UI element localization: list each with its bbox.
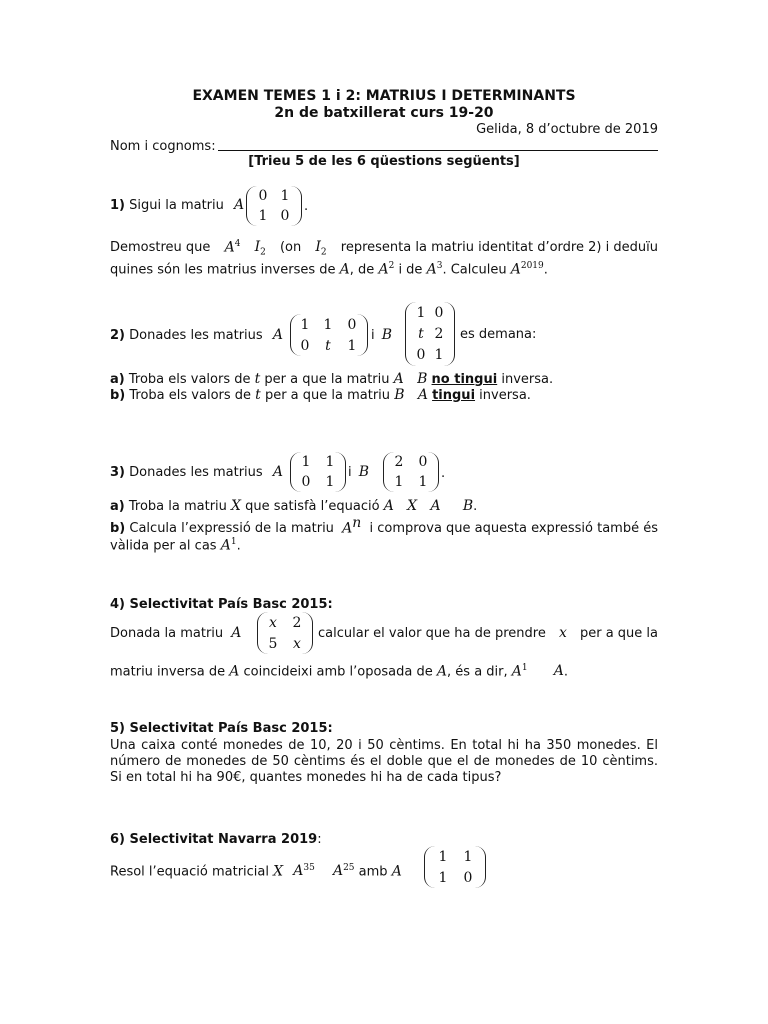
q1-exp4: 4	[234, 239, 241, 249]
q3-a11: 1	[301, 454, 311, 470]
q3-b-text2: i comprova que aquesta expressió també és	[369, 521, 658, 537]
q3-matrix-B	[383, 452, 439, 492]
q3-b-label: b)	[110, 521, 126, 537]
q2-A: A	[272, 327, 283, 343]
q3-Ainv: A	[220, 537, 231, 554]
q1-matrix-A	[246, 186, 302, 226]
q3-a-equation: A X A B	[383, 498, 474, 514]
q2-a-emphasis: no tingui	[431, 372, 498, 387]
q2-b-text1: Troba els valors de	[129, 388, 252, 403]
q2-number: 2)	[110, 328, 125, 343]
q1-exp2: 2	[388, 261, 395, 271]
q6-amb: amb	[358, 864, 388, 880]
q2-B: B	[381, 327, 393, 343]
q1-a11: 0	[258, 188, 268, 204]
q1-A-ref1: A	[339, 261, 350, 278]
q2-a13: 0	[347, 317, 357, 333]
q1-A: A	[234, 197, 245, 213]
q3-a21: 0	[301, 474, 311, 490]
q2-a21: 0	[300, 338, 310, 354]
q2-b12: 0	[434, 305, 444, 321]
q4-l2c: , és a dir,	[447, 664, 508, 680]
q6-title	[110, 832, 322, 848]
q1-line2	[110, 258, 548, 278]
q1-intro	[110, 197, 244, 214]
q4-title: 4) Selectivitat País Basc 2015:	[110, 597, 333, 612]
q1-l2e: .	[543, 262, 548, 278]
q2-tail: es demana:	[460, 327, 537, 342]
q1-l2b: , de	[349, 262, 375, 278]
q3-b21: 1	[394, 474, 404, 490]
q3-intro-text: Donades les matrius	[129, 465, 263, 480]
q4-l2e: .	[563, 664, 569, 680]
q4-A-ref3: A	[511, 663, 522, 680]
q6-a12: 1	[463, 849, 473, 865]
q6-l1a: Resol l’equació matricial	[110, 864, 269, 880]
q2-part-a	[110, 371, 553, 388]
q4-line1-start	[110, 625, 241, 642]
q6-X: X	[273, 863, 284, 880]
q2-matrix-A	[290, 314, 368, 356]
q6-A35: A	[293, 863, 304, 880]
q1-A-ref4: A	[510, 261, 521, 278]
q3-intro	[110, 464, 283, 481]
q1-A-ref3: A	[426, 261, 437, 278]
q1-l1b: (on	[279, 240, 302, 256]
q3-a22: 1	[325, 474, 335, 490]
q4-l2b: coincideixi amb l’oposada de	[243, 664, 433, 680]
q2-b11: 1	[416, 305, 426, 321]
q3-b11: 2	[394, 454, 404, 470]
q3-b-text: Calcula l’expressió de la matriu	[129, 521, 334, 537]
q2-a12: 1	[323, 317, 333, 333]
q6-matrix-A	[424, 846, 486, 888]
q4-l2a: matriu inversa de	[110, 664, 226, 680]
exam-title: EXAMEN TEMES 1 i 2: MATRIUS I DETERMINANTS	[192, 88, 576, 104]
q3-a-end: .	[473, 499, 478, 514]
q2-b-end: inversa.	[479, 388, 531, 403]
q4-exp1: 1	[521, 663, 528, 673]
q4-a11: x	[269, 615, 277, 631]
q4-line2	[110, 660, 568, 680]
q3-b-line2: vàlida per al cas	[110, 538, 217, 554]
q5-body: Una caixa conté monedes de 10, 20 i 50 cèntims. En total hi ha 350 monedes. El número de monedes de 50 cèntims és el doble que el de monedes de 10 cèntims. Si en total hi ha 90€, quantes monedes hi ha de cada tipus?	[110, 738, 658, 785]
q1-A4: A	[224, 239, 235, 256]
q2-b-emphasis: tingui	[432, 388, 476, 403]
q4-A: A	[231, 625, 242, 641]
q1-l1a: Demostreu que	[110, 240, 211, 256]
q2-b32: 1	[434, 347, 444, 363]
q4-a21: 5	[268, 636, 278, 652]
q1-a21: 1	[258, 208, 268, 224]
q6-a22: 0	[463, 870, 473, 886]
q3-i: i	[348, 465, 352, 480]
q3-mid	[348, 464, 369, 481]
q3-a12: 1	[325, 454, 335, 470]
q2-intro	[110, 327, 283, 344]
q4-A-ref2: A	[436, 663, 448, 680]
q1-l2c: i de	[398, 262, 423, 278]
q3-b12: 0	[418, 454, 428, 470]
q2-matrix-B	[405, 302, 455, 366]
q2-b22: 2	[434, 326, 444, 342]
q2-intro-text: Donades les matrius	[129, 328, 263, 343]
q3-a-text: Troba la matriu	[128, 499, 227, 514]
q2-b-label: b)	[110, 388, 126, 403]
q1-l1c: representa la matriu identitat d’ordre 2) i deduïu	[340, 240, 658, 256]
q1-exp2019: 2019	[520, 261, 544, 271]
exam-subtitle: 2n de batxillerat curs 19-20	[274, 105, 494, 121]
q2-part-b	[110, 387, 531, 404]
q3-A: A	[272, 464, 283, 480]
q6-line1	[110, 860, 402, 880]
q1-l2d: . Calculeu	[442, 262, 507, 278]
q4-A-ref1: A	[229, 663, 240, 680]
q1-I2b: I	[315, 239, 321, 256]
q3-b22: 1	[418, 474, 428, 490]
name-line	[218, 150, 658, 151]
q3-X: X	[231, 498, 241, 514]
q2-mid	[371, 327, 392, 344]
q1-exp3: 3	[436, 261, 443, 271]
q1-a12: 1	[280, 188, 290, 204]
q3-a-text2: que satisfà l’equació	[245, 499, 380, 514]
q6-a21: 1	[438, 870, 448, 886]
q3-part-a	[110, 498, 477, 515]
q3-part-b-line2	[110, 534, 241, 554]
q4-a22: x	[293, 636, 301, 652]
q2-a-text2: per a que la matriu	[264, 372, 390, 387]
q3-period: .	[441, 466, 446, 481]
q6-A25: A	[332, 863, 344, 880]
q1-sub2: 2	[260, 247, 266, 258]
q4-matrix-A	[257, 612, 313, 654]
place-date: Gelida, 8 d’octubre de 2019	[476, 122, 658, 137]
q5-title: 5) Selectivitat País Basc 2015:	[110, 721, 333, 736]
q2-b31: 0	[416, 347, 426, 363]
q2-b-BA: B A	[394, 387, 428, 403]
q1-a22: 0	[280, 208, 290, 224]
q2-a-end: inversa.	[501, 372, 554, 387]
q3-matrix-A	[290, 452, 346, 492]
q3-number: 3)	[110, 465, 125, 480]
q2-a11: 1	[300, 317, 310, 333]
q4-l1c: per a que la	[579, 626, 658, 641]
q2-a23: 1	[347, 338, 357, 354]
q2-a-AB: A B	[393, 371, 428, 387]
q1-period: .	[304, 199, 309, 214]
q3-exp1: 1	[230, 537, 237, 547]
q6-title-colon: :	[317, 832, 322, 847]
q2-a-text1: Troba els valors de	[128, 372, 251, 387]
q4-a12: 2	[292, 615, 302, 631]
q2-a-t: t	[254, 371, 261, 387]
q4-l2d: A	[553, 663, 564, 680]
q1-I2: I	[254, 239, 261, 256]
q1-number: 1)	[110, 198, 125, 213]
q3-An: A	[342, 520, 353, 537]
q2-b-text2: per a que la matriu	[264, 388, 391, 403]
q1-sub2b: 2	[320, 247, 327, 258]
q1-A-ref2: A	[378, 261, 389, 278]
q3-B: B	[358, 464, 370, 480]
q4-l1a: Donada la matriu	[110, 626, 224, 641]
q6-exp35: 35	[303, 863, 315, 873]
q2-b21: t	[418, 326, 424, 342]
q6-title-bold: 6) Selectivitat Navarra 2019	[110, 832, 318, 847]
name-label: Nom i cognoms:	[110, 139, 216, 154]
q4-line1-end	[318, 625, 658, 642]
q4-l1b: calcular el valor que ha de prendre	[318, 626, 546, 641]
q6-exp25: 25	[343, 863, 355, 873]
q3-b-end: .	[236, 538, 241, 554]
q3-n: n	[352, 515, 362, 531]
q1-l2a: quines són les matrius inverses de	[110, 262, 336, 278]
q6-a11: 1	[438, 849, 448, 865]
instruction: [Trieu 5 de les 6 qüestions següents]	[248, 154, 520, 169]
q2-b-t: t	[255, 387, 261, 403]
q6-A: A	[391, 863, 402, 880]
q3-a-label: a)	[110, 499, 125, 514]
q2-a-label: a)	[110, 372, 125, 387]
q4-x: x	[558, 625, 567, 641]
q2-i: i	[371, 328, 375, 343]
q2-a22: t	[325, 338, 331, 354]
q1-intro-text: Sigui la matriu	[129, 198, 224, 213]
